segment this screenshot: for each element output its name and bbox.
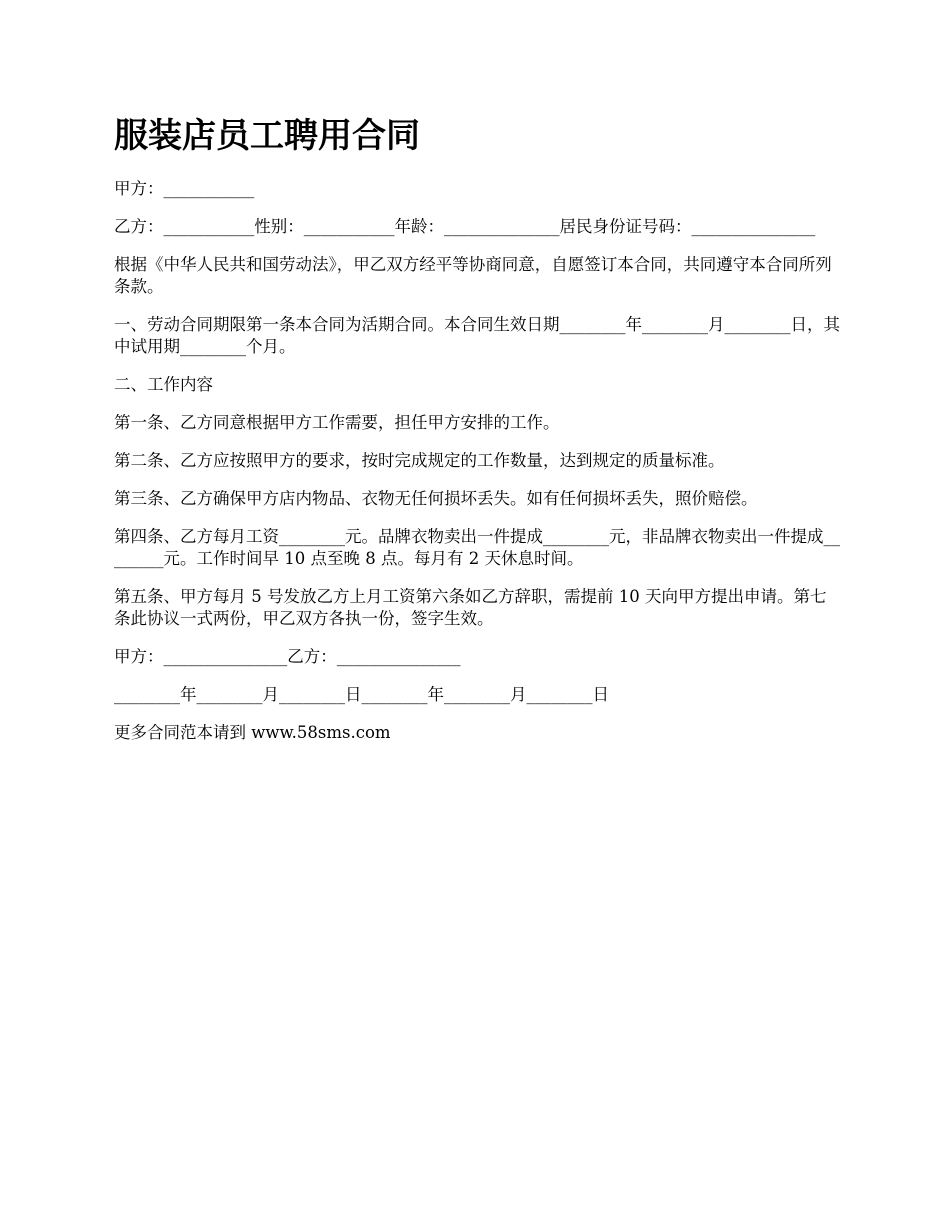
clause-3: 第三条、乙方确保甲方店内物品、衣物无任何损坏丢失。如有任何损坏丢失，照价赔偿。 (114, 489, 758, 508)
clause-5-7: 第五条、甲方每月 5 号发放乙方上月工资第六条如乙方辞职，需提前 10 天向甲方提出申请。第七条此协议一式两份，甲乙双方各执一份，签字生效。 (114, 587, 827, 628)
contract-term-paragraph: 一、劳动合同期限第一条本合同为活期合同。本合同生效日期________年________月________日，其中试用期________个月。 (114, 315, 840, 356)
preamble-paragraph: 根据《中华人民共和国劳动法》，甲乙双方经平等协商同意，自愿签订本合同，共同遵守本合同所列条款。 (114, 255, 832, 296)
section-heading-work: 二、工作内容 (114, 375, 213, 394)
party-b-line: 乙方：___________性别：___________年龄：______________居民身份证号码：_______________ (114, 217, 816, 236)
clause-2: 第二条、乙方应按照甲方的要求，按时完成规定的工作数量，达到规定的质量标准。 (114, 451, 725, 470)
document-page (114, 112, 840, 760)
document-title: 服装店员工聘用合同 (114, 116, 420, 156)
party-a-line: 甲方：___________ (114, 179, 255, 198)
signature-line: 甲方：_______________乙方：_______________ (114, 647, 461, 666)
clause-4: 第四条、乙方每月工资________元。品牌衣物卖出一件提成________元，非品牌衣物卖出一件提成________元。工作时间早 10 点至晚 8 点。每月有 2 天休息时间。 (114, 527, 840, 568)
date-line: ________年________月________日________年________月________日 (114, 685, 609, 704)
clause-1: 第一条、乙方同意根据甲方工作需要，担任甲方安排的工作。 (114, 413, 560, 432)
footer-note: 更多合同范本请到 www.58sms.com (114, 723, 391, 742)
